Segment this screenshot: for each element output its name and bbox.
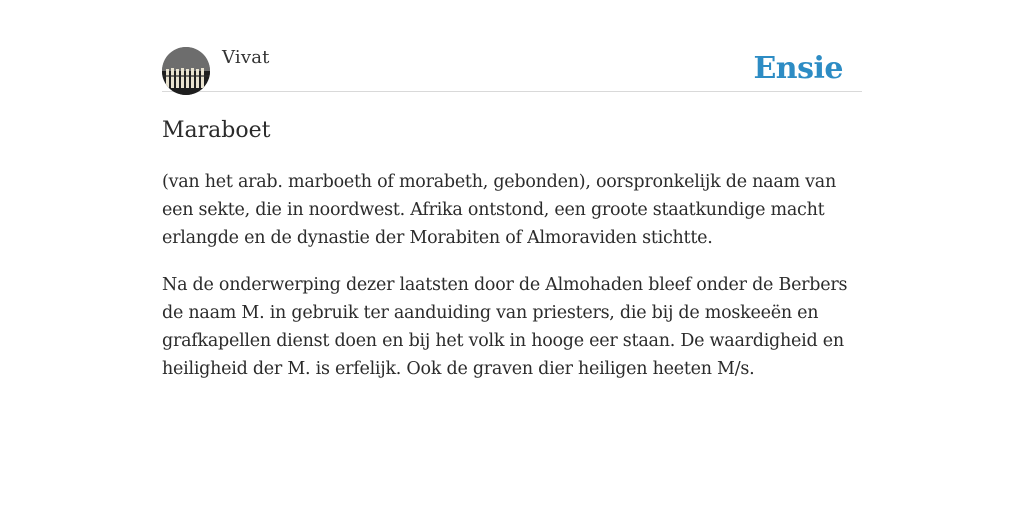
author-name[interactable]: Vivat bbox=[222, 47, 270, 68]
article-card bbox=[162, 46, 862, 383]
article-header bbox=[162, 46, 862, 92]
avatar[interactable] bbox=[162, 47, 210, 95]
article-paragraph: (van het arab. marboeth of morabeth, gebonden), oorspronkelijk de naam van een sekte, die in noordwest. Afrika ontstond, een groote staatkundige macht erlangde en de dynastie der Morabiten of Almoraviden stichtte. bbox=[162, 172, 837, 248]
brand-logo[interactable]: Ensie bbox=[753, 51, 843, 86]
article-paragraph: Na de onderwerping dezer laatsten door de Almohaden bleef onder de Berbers de naam M. in gebruik ter aanduiding van priesters, die bij de moskeeën en grafkapellen dienst doen en bij het volk in hooge eer staan. De waardigheid en heiligheid der M. is erfelijk. Ook de graven dier heiligen heeten M/s. bbox=[162, 275, 848, 379]
books-avatar-image bbox=[162, 47, 210, 95]
article-title: Maraboet bbox=[162, 118, 271, 143]
